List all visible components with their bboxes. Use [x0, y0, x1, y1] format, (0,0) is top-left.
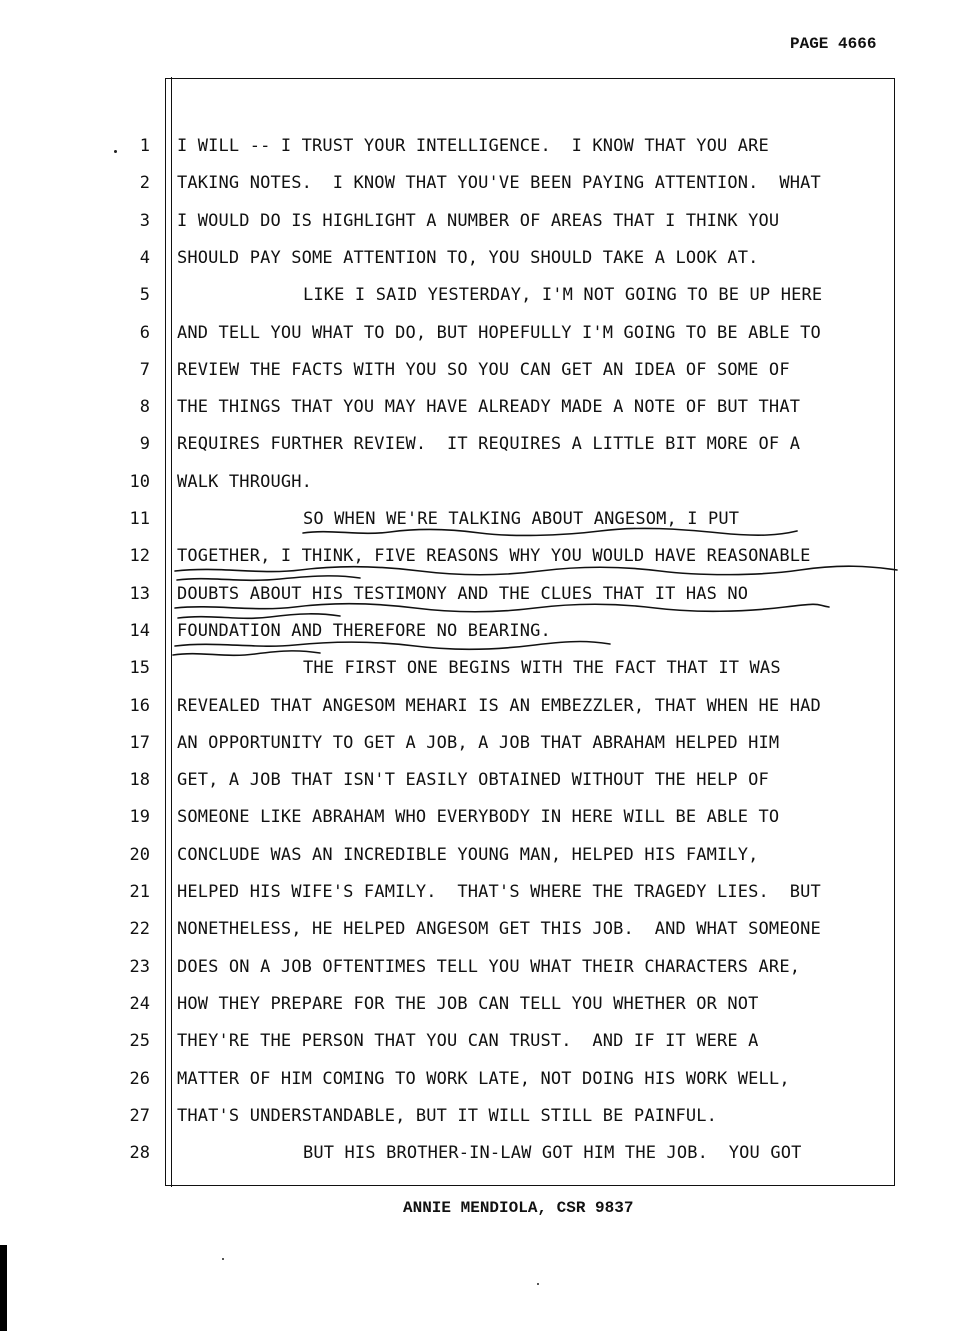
line-number: 17: [129, 732, 150, 753]
line-number: 4: [139, 247, 150, 268]
line-text: MATTER OF HIM COMING TO WORK LATE, NOT DOING HIS WORK WELL,: [177, 1068, 790, 1089]
line-number: 12: [129, 546, 150, 567]
line-text: I WILL -- I TRUST YOUR INTELLIGENCE. I KNOW THAT YOU ARE: [177, 136, 769, 156]
line-number: 2: [139, 173, 150, 194]
line-text: AN OPPORTUNITY TO GET A JOB, A JOB THAT ABRAHAM HELPED HIM: [177, 732, 780, 753]
line-number: 18: [129, 770, 150, 791]
line-text: SHOULD PAY SOME ATTENTION TO, YOU SHOULD TAKE A LOOK AT.: [177, 247, 759, 268]
line-number: 3: [139, 210, 150, 231]
line-number: 1: [139, 136, 150, 156]
line-text: REVIEW THE FACTS WITH YOU SO YOU CAN GET AN IDEA OF SOME OF: [177, 359, 790, 380]
line-text: THE FIRST ONE BEGINS WITH THE FACT THAT IT WAS: [303, 658, 781, 679]
line-text: TOGETHER, I THINK, FIVE REASONS WHY YOU WOULD HAVE REASONABLE: [177, 546, 811, 567]
line-text: THEY'RE THE PERSON THAT YOU CAN TRUST. AND IF IT WERE A: [177, 1031, 759, 1052]
line-number: 8: [139, 397, 150, 418]
line-number: 11: [129, 509, 150, 529]
line-number: 15: [129, 658, 150, 679]
scan-edge-mark: [0, 1245, 7, 1331]
scan-speck: [222, 1258, 224, 1260]
line-text: REVEALED THAT ANGESOM MEHARI IS AN EMBEZZLER, THAT WHEN HE HAD: [177, 695, 821, 716]
line-number: 20: [129, 844, 150, 865]
line-text: AND TELL YOU WHAT TO DO, BUT HOPEFULLY I'M GOING TO BE ABLE TO: [177, 322, 821, 343]
line-number: 7: [139, 359, 150, 380]
line-text: HELPED HIS WIFE'S FAMILY. THAT'S WHERE THE TRAGEDY LIES. BUT: [177, 882, 821, 902]
line-text: WALK THROUGH.: [177, 471, 313, 492]
line-number: 21: [129, 882, 150, 902]
line-number: 14: [129, 620, 150, 641]
line-number: 13: [129, 583, 150, 604]
line-text: BUT HIS BROTHER-IN-LAW GOT HIM THE JOB. YOU GOT: [303, 1143, 802, 1164]
line-text: FOUNDATION AND THEREFORE NO BEARING.: [177, 620, 551, 641]
line-number: 19: [129, 807, 150, 828]
line-number: 24: [129, 993, 150, 1014]
line-number: 9: [139, 434, 150, 455]
line-text: SOMEONE LIKE ABRAHAM WHO EVERYBODY IN HERE WILL BE ABLE TO: [177, 807, 780, 828]
line-number: 28: [129, 1143, 150, 1164]
line-number: 16: [129, 695, 150, 716]
line-number: 10: [129, 471, 150, 492]
line-text: SO WHEN WE'RE TALKING ABOUT ANGESOM, I PUT: [303, 509, 740, 529]
line-number: 27: [129, 1105, 150, 1126]
line-text: DOES ON A JOB OFTENTIMES TELL YOU WHAT THEIR CHARACTERS ARE,: [177, 956, 801, 977]
line-text: TAKING NOTES. I KNOW THAT YOU'VE BEEN PAYING ATTENTION. WHAT: [177, 173, 821, 194]
line-text: DOUBTS ABOUT HIS TESTIMONY AND THE CLUES THAT IT HAS NO: [177, 583, 749, 604]
line-number: 23: [129, 956, 150, 977]
line-text: THE THINGS THAT YOU MAY HAVE ALREADY MADE A NOTE OF BUT THAT: [177, 397, 801, 418]
reporter-footer: ANNIE MENDIOLA, CSR 9837: [403, 1199, 634, 1217]
scan-speck: [114, 150, 117, 153]
line-text: REQUIRES FURTHER REVIEW. IT REQUIRES A LITTLE BIT MORE OF A: [177, 434, 801, 455]
line-number: 25: [129, 1031, 150, 1052]
line-text: LIKE I SAID YESTERDAY, I'M NOT GOING TO BE UP HERE: [303, 285, 823, 306]
line-text: NONETHELESS, HE HELPED ANGESOM GET THIS JOB. AND WHAT SOMEONE: [177, 919, 821, 940]
line-number: 5: [139, 285, 150, 306]
line-text: HOW THEY PREPARE FOR THE JOB CAN TELL YOU WHETHER OR NOT: [177, 993, 759, 1014]
line-text: THAT'S UNDERSTANDABLE, BUT IT WILL STILL BE PAINFUL.: [177, 1105, 718, 1126]
line-number: 22: [129, 919, 150, 940]
line-text: I WOULD DO IS HIGHLIGHT A NUMBER OF AREAS THAT I THINK YOU: [177, 210, 780, 231]
line-text: GET, A JOB THAT ISN'T EASILY OBTAINED WITHOUT THE HELP OF: [177, 770, 769, 791]
scan-speck: [537, 1283, 539, 1285]
page-number: PAGE 4666: [790, 35, 877, 53]
line-number: 6: [139, 322, 150, 343]
line-text: CONCLUDE WAS AN INCREDIBLE YOUNG MAN, HELPED HIS FAMILY,: [177, 844, 759, 865]
line-number: 26: [129, 1068, 150, 1089]
